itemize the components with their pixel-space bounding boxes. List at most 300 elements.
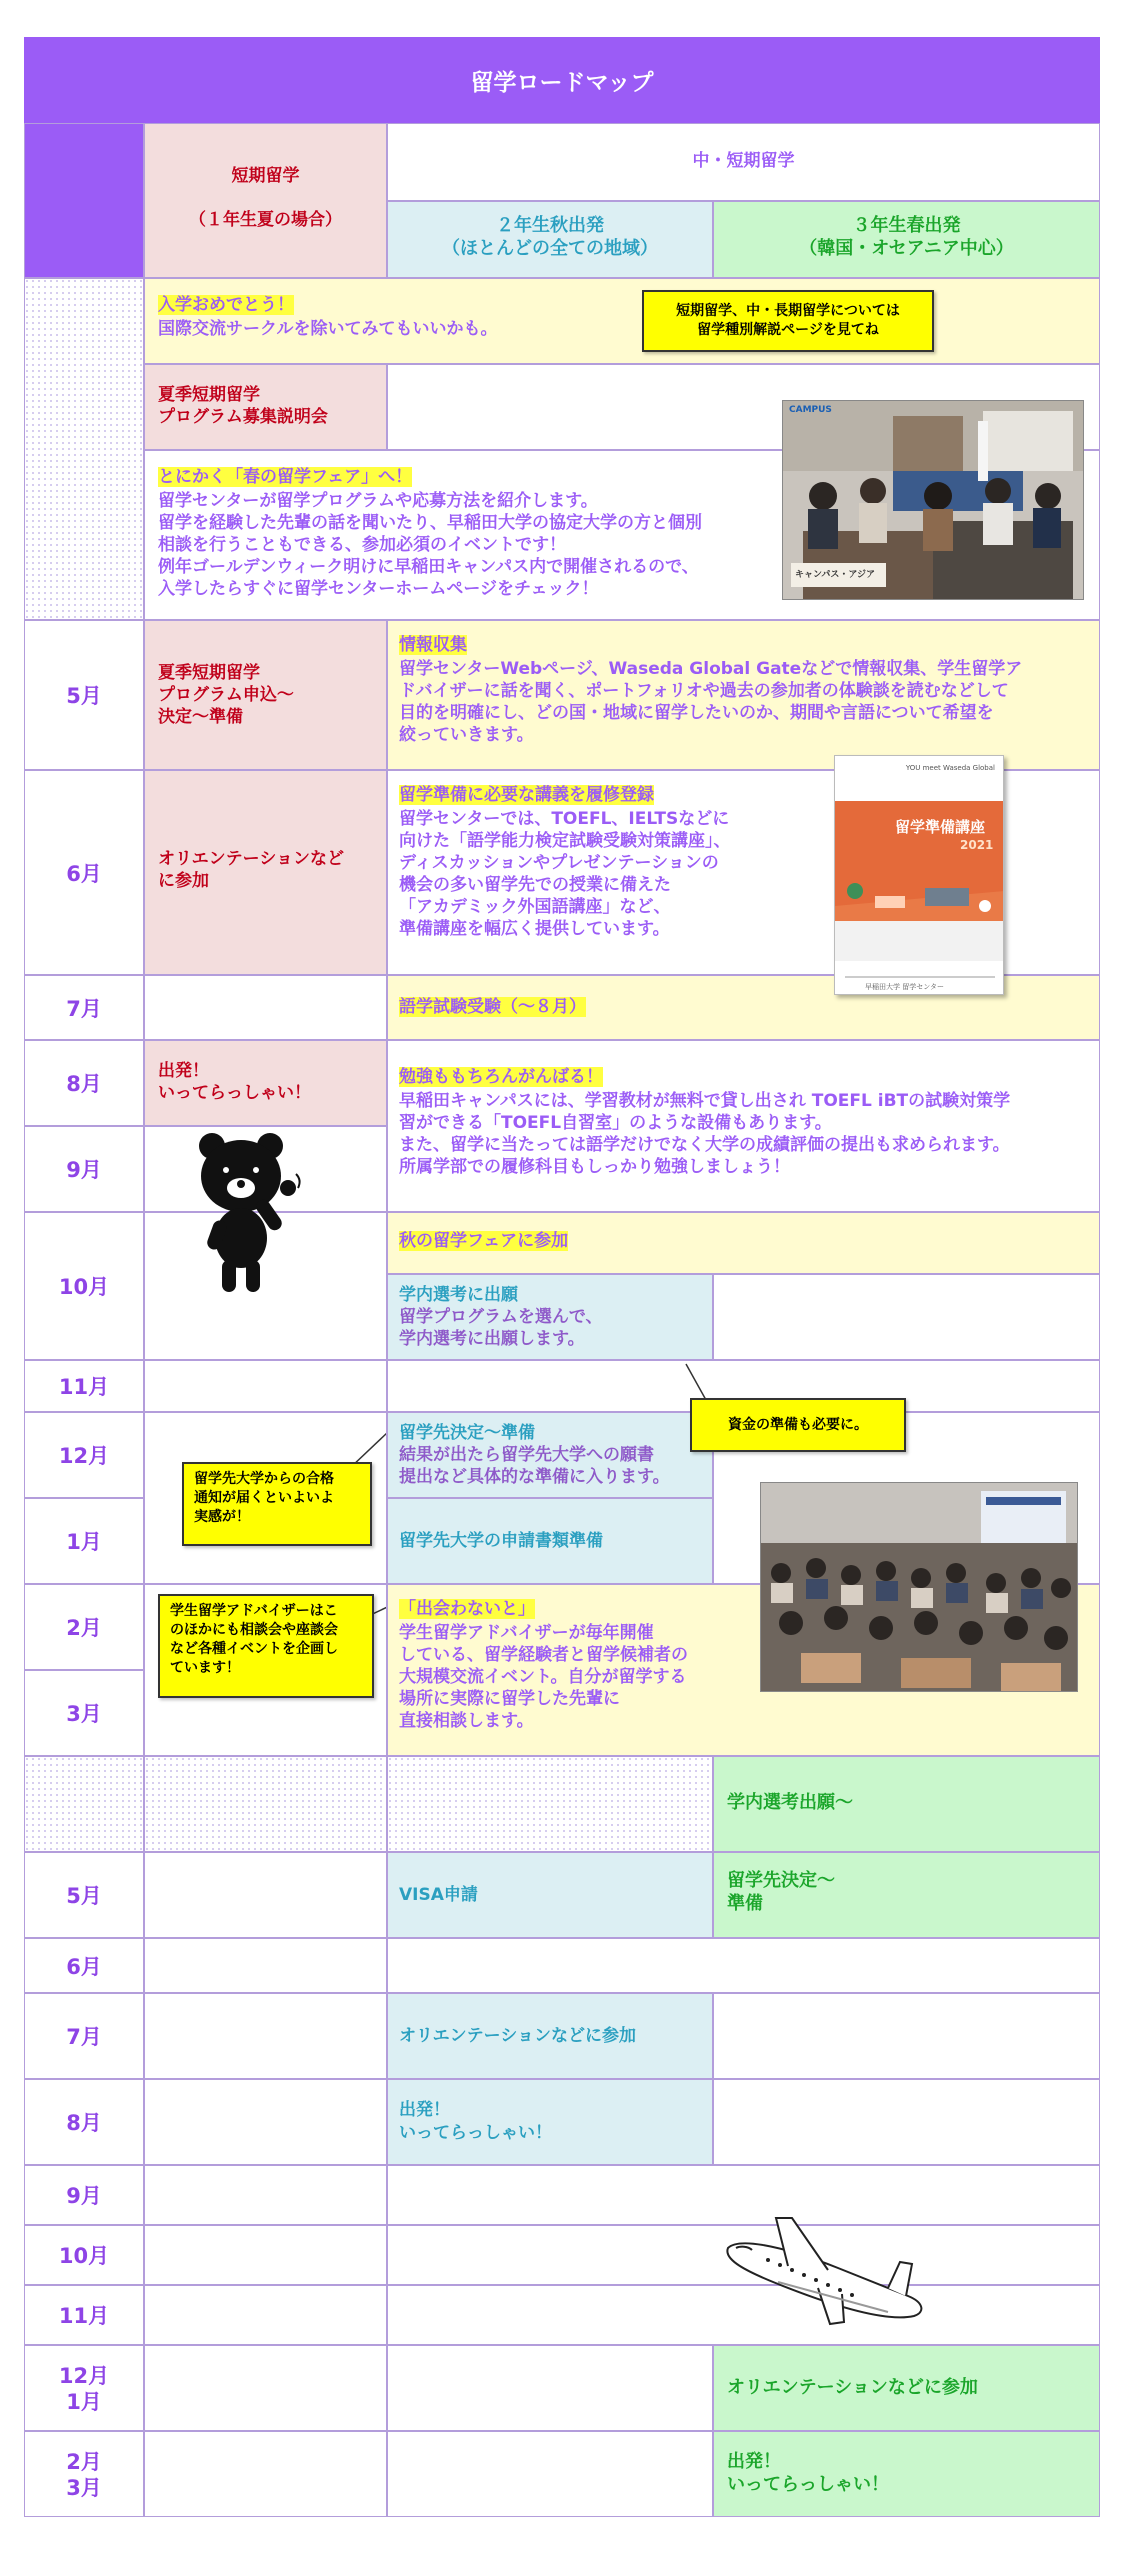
month-label: 8月 <box>66 1072 102 1096</box>
grid-line <box>24 1852 25 1938</box>
meet-line: 大規模交流イベント。自分が留学する <box>399 1667 687 1687</box>
grid-line <box>144 1993 387 1994</box>
grid-line <box>387 364 1100 365</box>
header-blank-cell <box>24 123 144 278</box>
autumn-fair-label: 秋の留学フェアに参加 <box>399 1231 569 1251</box>
study-cell <box>387 1040 1100 1212</box>
grid-line <box>24 1938 25 1993</box>
y2-depart-spring-line2: いってらっしゃい！ <box>727 2474 889 2495</box>
grid-line <box>24 1584 144 1585</box>
bear-mascot <box>192 1128 308 1298</box>
apply-cell <box>144 620 387 770</box>
grid-line <box>24 1412 25 1498</box>
y2-nov-short <box>144 2285 387 2345</box>
grid-line <box>713 1756 714 1852</box>
grid-line <box>387 2285 388 2345</box>
acceptance-callout-line: 実感が！ <box>194 1509 250 1525</box>
grid-line <box>144 975 145 1040</box>
grid-line <box>1099 1360 1100 1412</box>
grid-line <box>144 2516 387 2517</box>
grid-line <box>387 2225 388 2285</box>
internal-right-cell <box>713 1274 1100 1360</box>
month-label: 2月 <box>66 1616 102 1640</box>
grid-line <box>24 1126 144 1127</box>
grid-line <box>24 1040 25 1126</box>
grid-line <box>387 123 388 201</box>
booklet-image <box>834 755 1004 995</box>
grid-line <box>387 1993 713 1994</box>
grid-line <box>144 1412 145 1584</box>
grid-line <box>144 2079 145 2165</box>
info-line: 留学センターWebページ、Waseda Global Gateなどで情報収集、学生留学ア <box>399 659 1023 679</box>
fair-line: 入学したらすぐに留学センターホームページをチェック！ <box>158 579 599 599</box>
y2-jun-short <box>144 1938 387 1993</box>
orientation-line1: オリエンテーションなど <box>158 849 344 869</box>
grid-line <box>387 2165 388 2225</box>
grid-line <box>144 1993 145 2079</box>
grid-line <box>1099 770 1100 975</box>
grid-line <box>387 123 1100 124</box>
visa-label: VISA申請 <box>399 1885 478 1905</box>
grid-line <box>387 1274 388 1360</box>
courses-line: ディスカッションやプレゼンテーションの <box>399 853 719 873</box>
grid-line <box>713 1852 714 1938</box>
grid-line <box>24 1938 144 1939</box>
grid-line <box>24 1412 144 1413</box>
internal-cell <box>387 1274 713 1360</box>
grid-line <box>24 770 144 771</box>
y2-decide-cell <box>713 1852 1100 1938</box>
fair-photo-sign: キャンパス・アジア <box>795 570 876 580</box>
study-title: 勉強ももちろんがんばる！ <box>399 1067 603 1087</box>
y2-oct-short <box>144 2225 387 2285</box>
grid-line <box>24 1212 25 1360</box>
fair-photo-sign: CAMPUS <box>789 405 832 415</box>
y2-aug-spring <box>713 2079 1100 2165</box>
grid-line <box>387 1212 1100 1213</box>
grid-line <box>387 201 713 202</box>
grid-line <box>387 2165 1100 2166</box>
grid-line <box>387 1412 388 1498</box>
month-label: 7月 <box>66 2025 102 2049</box>
advisor-callout-line: ています！ <box>170 1660 240 1676</box>
grid-line <box>24 1584 25 1670</box>
grid-line <box>387 1756 713 1757</box>
y2-depart-line1: 出発！ <box>399 2100 450 2120</box>
month-label: 6月 <box>66 861 102 886</box>
fair-line: 相談を行うこともできる、参加必須のイベントです！ <box>158 535 566 555</box>
courses-line: 「アカデミック外国語講座」など、 <box>399 897 671 917</box>
docs-label: 留学先大学の申請書類準備 <box>399 1531 603 1551</box>
grid-line <box>387 1584 388 1756</box>
advisor-callout-line: など各種イベントを企画し <box>170 1641 338 1657</box>
month-label: 3月 <box>66 1702 102 1726</box>
y2-aug-short <box>144 2079 387 2165</box>
grid-line <box>713 2345 1100 2346</box>
grid-line <box>387 975 388 1040</box>
y2-internal-cell <box>713 1756 1100 1852</box>
meet-line: している、留学経験者と留学候補者の <box>399 1645 688 1665</box>
welcome-body: 国際交流サークルを除いてみてもいいかも。 <box>158 319 498 339</box>
orientation-cell <box>144 770 387 975</box>
info-line: ドバイザーに話を聞く、ポートフォリオや過去の参加者の体験談を読むなどして <box>399 681 1009 701</box>
grid-line <box>387 2345 388 2431</box>
decide-title: 留学先決定～準備 <box>399 1423 535 1443</box>
grid-line <box>24 2345 25 2431</box>
grid-line <box>1099 1993 1100 2079</box>
grid-line <box>1099 2345 1100 2431</box>
grid-line <box>387 1412 713 1413</box>
grid-line <box>144 2431 145 2517</box>
y2-dec-short <box>144 2345 387 2431</box>
grid-line <box>24 1360 25 1412</box>
header-spring-label: ３年生春出発 <box>852 215 961 236</box>
grid-line <box>144 1126 145 1212</box>
month-label: 12月 <box>58 1444 110 1468</box>
y2-depart-spring-line1: 出発！ <box>727 2451 781 2472</box>
grid-line <box>144 2431 387 2432</box>
grid-line <box>144 620 145 770</box>
grid-line <box>144 1412 387 1413</box>
grid-line <box>144 2285 387 2286</box>
grid-line <box>387 201 388 278</box>
info-title: 情報収集 <box>399 635 467 655</box>
grid-line <box>1099 1040 1100 1212</box>
grid-line <box>713 1993 1100 1994</box>
grid-line <box>713 2345 714 2431</box>
grid-line <box>144 278 1100 279</box>
header-short-label: 短期留学 <box>231 166 300 186</box>
grid-line <box>24 123 144 124</box>
meet-line: 直接相談します。 <box>399 1711 534 1731</box>
grid-line <box>387 770 388 975</box>
welcome-title: 入学おめでとう！ <box>158 295 294 315</box>
internal-line: 留学プログラムを選んで、 <box>399 1307 603 1327</box>
month-label: 11月 <box>58 2304 110 2328</box>
grid-line <box>387 1360 1100 1361</box>
grid-line <box>713 201 1100 202</box>
depart-cell <box>144 1040 387 1126</box>
y2-orientation-label: オリエンテーションなどに参加 <box>399 2026 636 2046</box>
grid-line <box>24 123 25 278</box>
grid-line <box>387 1274 713 1275</box>
fair-photo <box>782 400 1084 600</box>
grid-line <box>24 620 144 621</box>
grid-line <box>144 1938 145 1993</box>
study-line: 所属学部での履修科目もしっかり勉強しましょう！ <box>399 1157 790 1177</box>
meet-line: 場所に実際に留学した先輩に <box>399 1689 620 1709</box>
grid-line <box>24 1360 144 1361</box>
grid-line <box>1099 2079 1100 2165</box>
exam-label: 語学試験受験（～８月） <box>399 997 586 1017</box>
month-label: 3月 <box>66 2476 102 2500</box>
info-cell <box>387 620 1100 770</box>
month-label: 1月 <box>66 1530 102 1554</box>
fair-title: とにかく「春の留学フェア」へ！ <box>158 467 413 487</box>
y2-orientation-spring-label: オリエンテーションなどに参加 <box>727 2377 978 2398</box>
grid-line <box>24 2079 144 2080</box>
grid-line <box>24 1993 144 1994</box>
grid-line <box>713 201 714 278</box>
grid-line <box>24 1756 144 1757</box>
grid-line <box>387 1756 388 1852</box>
booklet-title: 留学準備講座 <box>895 818 986 836</box>
month-label: 8月 <box>66 2111 102 2135</box>
grid-line <box>24 2285 144 2286</box>
grid-line <box>144 278 145 364</box>
grid-line <box>144 770 145 975</box>
briefing-line1: 夏季短期留学 <box>158 385 260 405</box>
nov-short-cell <box>144 1360 387 1412</box>
grid-line <box>144 2345 387 2346</box>
grid-line <box>1099 1938 1100 1993</box>
month-label: 5月 <box>66 1884 102 1908</box>
grid-line <box>144 1756 387 1757</box>
grid-line <box>713 2079 714 2165</box>
grid-line <box>144 1360 387 1361</box>
year1-april-cell <box>24 278 144 620</box>
grid-line <box>24 620 25 770</box>
meet-title: 「出会わないと」 <box>399 1599 535 1619</box>
grid-line <box>387 2345 713 2346</box>
grid-line <box>24 1126 25 1212</box>
grid-line <box>387 1040 1100 1041</box>
y2-febmar-month-cell <box>24 2431 144 2517</box>
study-line: 早稲田キャンパスには、学習教材が無料で貸し出され TOEFL iBTの試験対策学 <box>399 1091 1011 1111</box>
header-short-sub: （１年生夏の場合） <box>189 210 342 230</box>
header-fall-sub: （ほとんどの全ての地域） <box>442 238 658 259</box>
grid-line <box>387 2516 713 2517</box>
grid-line <box>24 1670 144 1671</box>
grid-line <box>24 1498 144 1499</box>
depart-line1: 出発！ <box>158 1061 209 1081</box>
autumn-fair-cell <box>387 1212 1100 1274</box>
grid-line <box>24 1756 25 1852</box>
courses-line: 準備講座を幅広く提供しています。 <box>399 919 670 939</box>
grid-line <box>387 1852 388 1938</box>
month-label: 11月 <box>58 1375 110 1399</box>
briefing-cell <box>144 364 387 450</box>
booklet-top-text: YOU meet Waseda Global <box>905 764 995 772</box>
y2-dec-fall <box>387 2345 713 2431</box>
study-line: また、留学に当たっては語学だけでなく大学の成績評価の提出も求められます。 <box>399 1135 1010 1155</box>
page-title: 留学ロードマップ <box>24 37 1100 123</box>
grid-line <box>24 1212 144 1213</box>
grid-line <box>387 2431 713 2432</box>
docs-cell <box>387 1498 713 1584</box>
grid-line <box>713 2079 1100 2080</box>
guide-callout-line: 留学種別解説ページを見てね <box>697 322 879 338</box>
meet-line: 学生留学アドバイザーが毎年開催 <box>399 1623 654 1643</box>
month-label: 2月 <box>66 2450 102 2474</box>
grid-line <box>713 1852 1100 1853</box>
grid-line <box>1099 1412 1100 1584</box>
grid-line <box>1099 364 1100 450</box>
grid-line <box>144 2345 145 2431</box>
advisor-callout-line: 学生留学アドバイザーはこ <box>170 1603 338 1619</box>
grid-line <box>1099 975 1100 1040</box>
grid-line <box>24 975 25 1040</box>
y2-orientation-cell <box>387 1993 713 2079</box>
header-short-cell <box>144 123 387 278</box>
grid-line <box>144 770 387 771</box>
header-fall-cell <box>387 201 713 278</box>
grid-line <box>1099 450 1100 620</box>
y2-decide-line2: 準備 <box>727 1893 763 1914</box>
orientation-line2: に参加 <box>158 871 209 891</box>
grid-line <box>144 364 145 450</box>
grid-line <box>144 975 387 976</box>
advisor-callout-line: のほかにも相談会や座談会 <box>170 1622 338 1638</box>
grid-line <box>144 1584 145 1756</box>
grid-line <box>1099 2431 1100 2517</box>
y2-decide-line1: 留学先決定～ <box>727 1870 835 1891</box>
grid-line <box>144 2079 387 2080</box>
apply-line2: プログラム申込～ <box>158 685 294 705</box>
grid-line <box>24 278 144 279</box>
grid-line <box>1099 1584 1100 1756</box>
grid-line <box>144 1852 387 1853</box>
grid-line <box>387 1938 1100 1939</box>
grid-line <box>24 2165 25 2225</box>
courses-title: 留学準備に必要な講義を履修登録 <box>399 785 654 805</box>
grid-line <box>144 2165 387 2166</box>
month-label: 12月 <box>58 2364 110 2388</box>
grid-line <box>387 620 388 770</box>
y2-sep-short <box>144 2165 387 2225</box>
month-label: 6月 <box>66 1954 102 1979</box>
header-spring-sub: （韓国・オセアニア中心） <box>799 238 1014 259</box>
courses-line: 機会の多い留学先での授業に備えた <box>399 875 671 895</box>
grid-line <box>713 1274 714 1360</box>
grid-line <box>144 1756 145 1852</box>
grid-line <box>387 1993 388 2079</box>
y2-apr-fall <box>387 1756 713 1852</box>
fair-line: 留学を経験した先輩の話を聞いたり、早稲田大学の協定大学の方と個別 <box>158 513 702 533</box>
grid-line <box>1099 1212 1100 1274</box>
guide-callout <box>642 290 934 352</box>
apply-line3: 決定～準備 <box>158 707 243 727</box>
grid-line <box>387 1938 388 1993</box>
decide-line: 提出など具体的な準備に入ります。 <box>399 1467 670 1487</box>
briefing-line2: プログラム募集説明会 <box>158 407 328 427</box>
header-fall-label: ２年生秋出発 <box>496 215 604 236</box>
grid-line <box>713 2431 714 2517</box>
grid-line <box>1099 1756 1100 1852</box>
grid-line <box>387 1360 388 1412</box>
year2-april-cell <box>24 1756 144 1852</box>
grid-line <box>24 2285 25 2345</box>
grid-line <box>1099 2225 1100 2285</box>
grid-line <box>24 2431 144 2432</box>
grid-line <box>1099 2285 1100 2345</box>
grid-line <box>24 1852 144 1853</box>
y2-apr-short <box>144 1756 387 1852</box>
grid-line <box>713 1993 714 2079</box>
y2-internal-label: 学内選考出願～ <box>727 1792 853 1813</box>
fair-line: 留学センターが留学プログラムや応募方法を紹介します。 <box>158 491 598 511</box>
y2-jul-short <box>144 1993 387 2079</box>
month-label: 7月 <box>66 996 102 1021</box>
y2-decjan-month-cell <box>24 2345 144 2431</box>
month-label: 9月 <box>66 1158 102 1182</box>
depart-line2: いってらっしゃい！ <box>158 1083 311 1103</box>
grid-line <box>24 2225 25 2285</box>
grid-line <box>1099 620 1100 770</box>
grid-line <box>1099 1274 1100 1360</box>
welcome-cell <box>144 278 1100 364</box>
grid-line <box>24 2345 144 2346</box>
acceptance-callout <box>182 1462 372 1546</box>
grid-line <box>24 2516 144 2517</box>
grid-line <box>387 2079 388 2165</box>
grid-line <box>144 2225 387 2226</box>
grid-line <box>1099 2165 1100 2225</box>
study-line: 習ができる「TOEFL自習室」のような設備もあります。 <box>399 1113 832 1133</box>
decide-line: 結果が出たら留学先大学への願書 <box>399 1445 654 1465</box>
bear-icon <box>192 1128 308 1298</box>
guide-callout-line: 短期留学、中・長期留学については <box>676 303 900 319</box>
decide-cell <box>387 1412 713 1498</box>
courses-line: 留学センターでは、TOEFL、IELTSなどに <box>399 809 730 829</box>
grid-line <box>24 1670 25 1756</box>
header-midshort-label: 中・短期留学 <box>692 151 795 171</box>
grid-line <box>713 1756 1100 1757</box>
grid-line <box>144 123 387 124</box>
grid-line <box>387 1212 388 1274</box>
month-label: 9月 <box>66 2184 102 2208</box>
y2-depart-spring-cell <box>713 2431 1100 2517</box>
acceptance-callout-line: 留学先大学からの合格 <box>194 1471 334 1487</box>
event-photo <box>760 1482 1078 1692</box>
advisor-callout <box>158 1594 374 1698</box>
grid-line <box>1099 278 1100 364</box>
grid-line <box>144 1938 387 1939</box>
grid-line <box>1099 1852 1100 1938</box>
grid-line <box>387 1852 713 1853</box>
grid-line <box>713 2516 1100 2517</box>
grid-line <box>24 278 25 620</box>
courses-line: 向けた「語学能力検定試験受験対策講座」、 <box>399 831 731 851</box>
booklet-footer: 早稲田大学 留学センター <box>865 983 944 991</box>
grid-line <box>713 1274 1100 1275</box>
grid-line <box>24 2079 25 2165</box>
fair-line: 例年ゴールデンウィーク明けに早稲田キャンパス内で開催されるので、 <box>158 557 699 577</box>
grid-line <box>387 2431 388 2517</box>
grid-line <box>387 2079 713 2080</box>
y2-depart-line2: いってらっしゃい！ <box>399 2123 552 2143</box>
y2-depart-cell <box>387 2079 713 2165</box>
grid-line <box>144 123 145 278</box>
grid-line <box>387 364 388 450</box>
grid-line <box>1099 123 1100 201</box>
y2-feb-fall <box>387 2431 713 2517</box>
grid-line <box>144 1040 145 1126</box>
grid-line <box>144 364 387 365</box>
y2-may-short <box>144 1852 387 1938</box>
internal-title: 学内選考に出願 <box>399 1285 518 1305</box>
grid-line <box>713 2431 1100 2432</box>
event-photo-image <box>761 1483 1078 1692</box>
visa-cell <box>387 1852 713 1938</box>
grid-line <box>144 1040 387 1041</box>
month-label: 5月 <box>66 684 102 708</box>
info-line: 絞っていきます。 <box>399 725 534 745</box>
header-midshort-cell <box>387 123 1100 201</box>
grid-line <box>144 620 387 621</box>
grid-line <box>24 2225 144 2226</box>
month-label: 1月 <box>66 2390 102 2414</box>
